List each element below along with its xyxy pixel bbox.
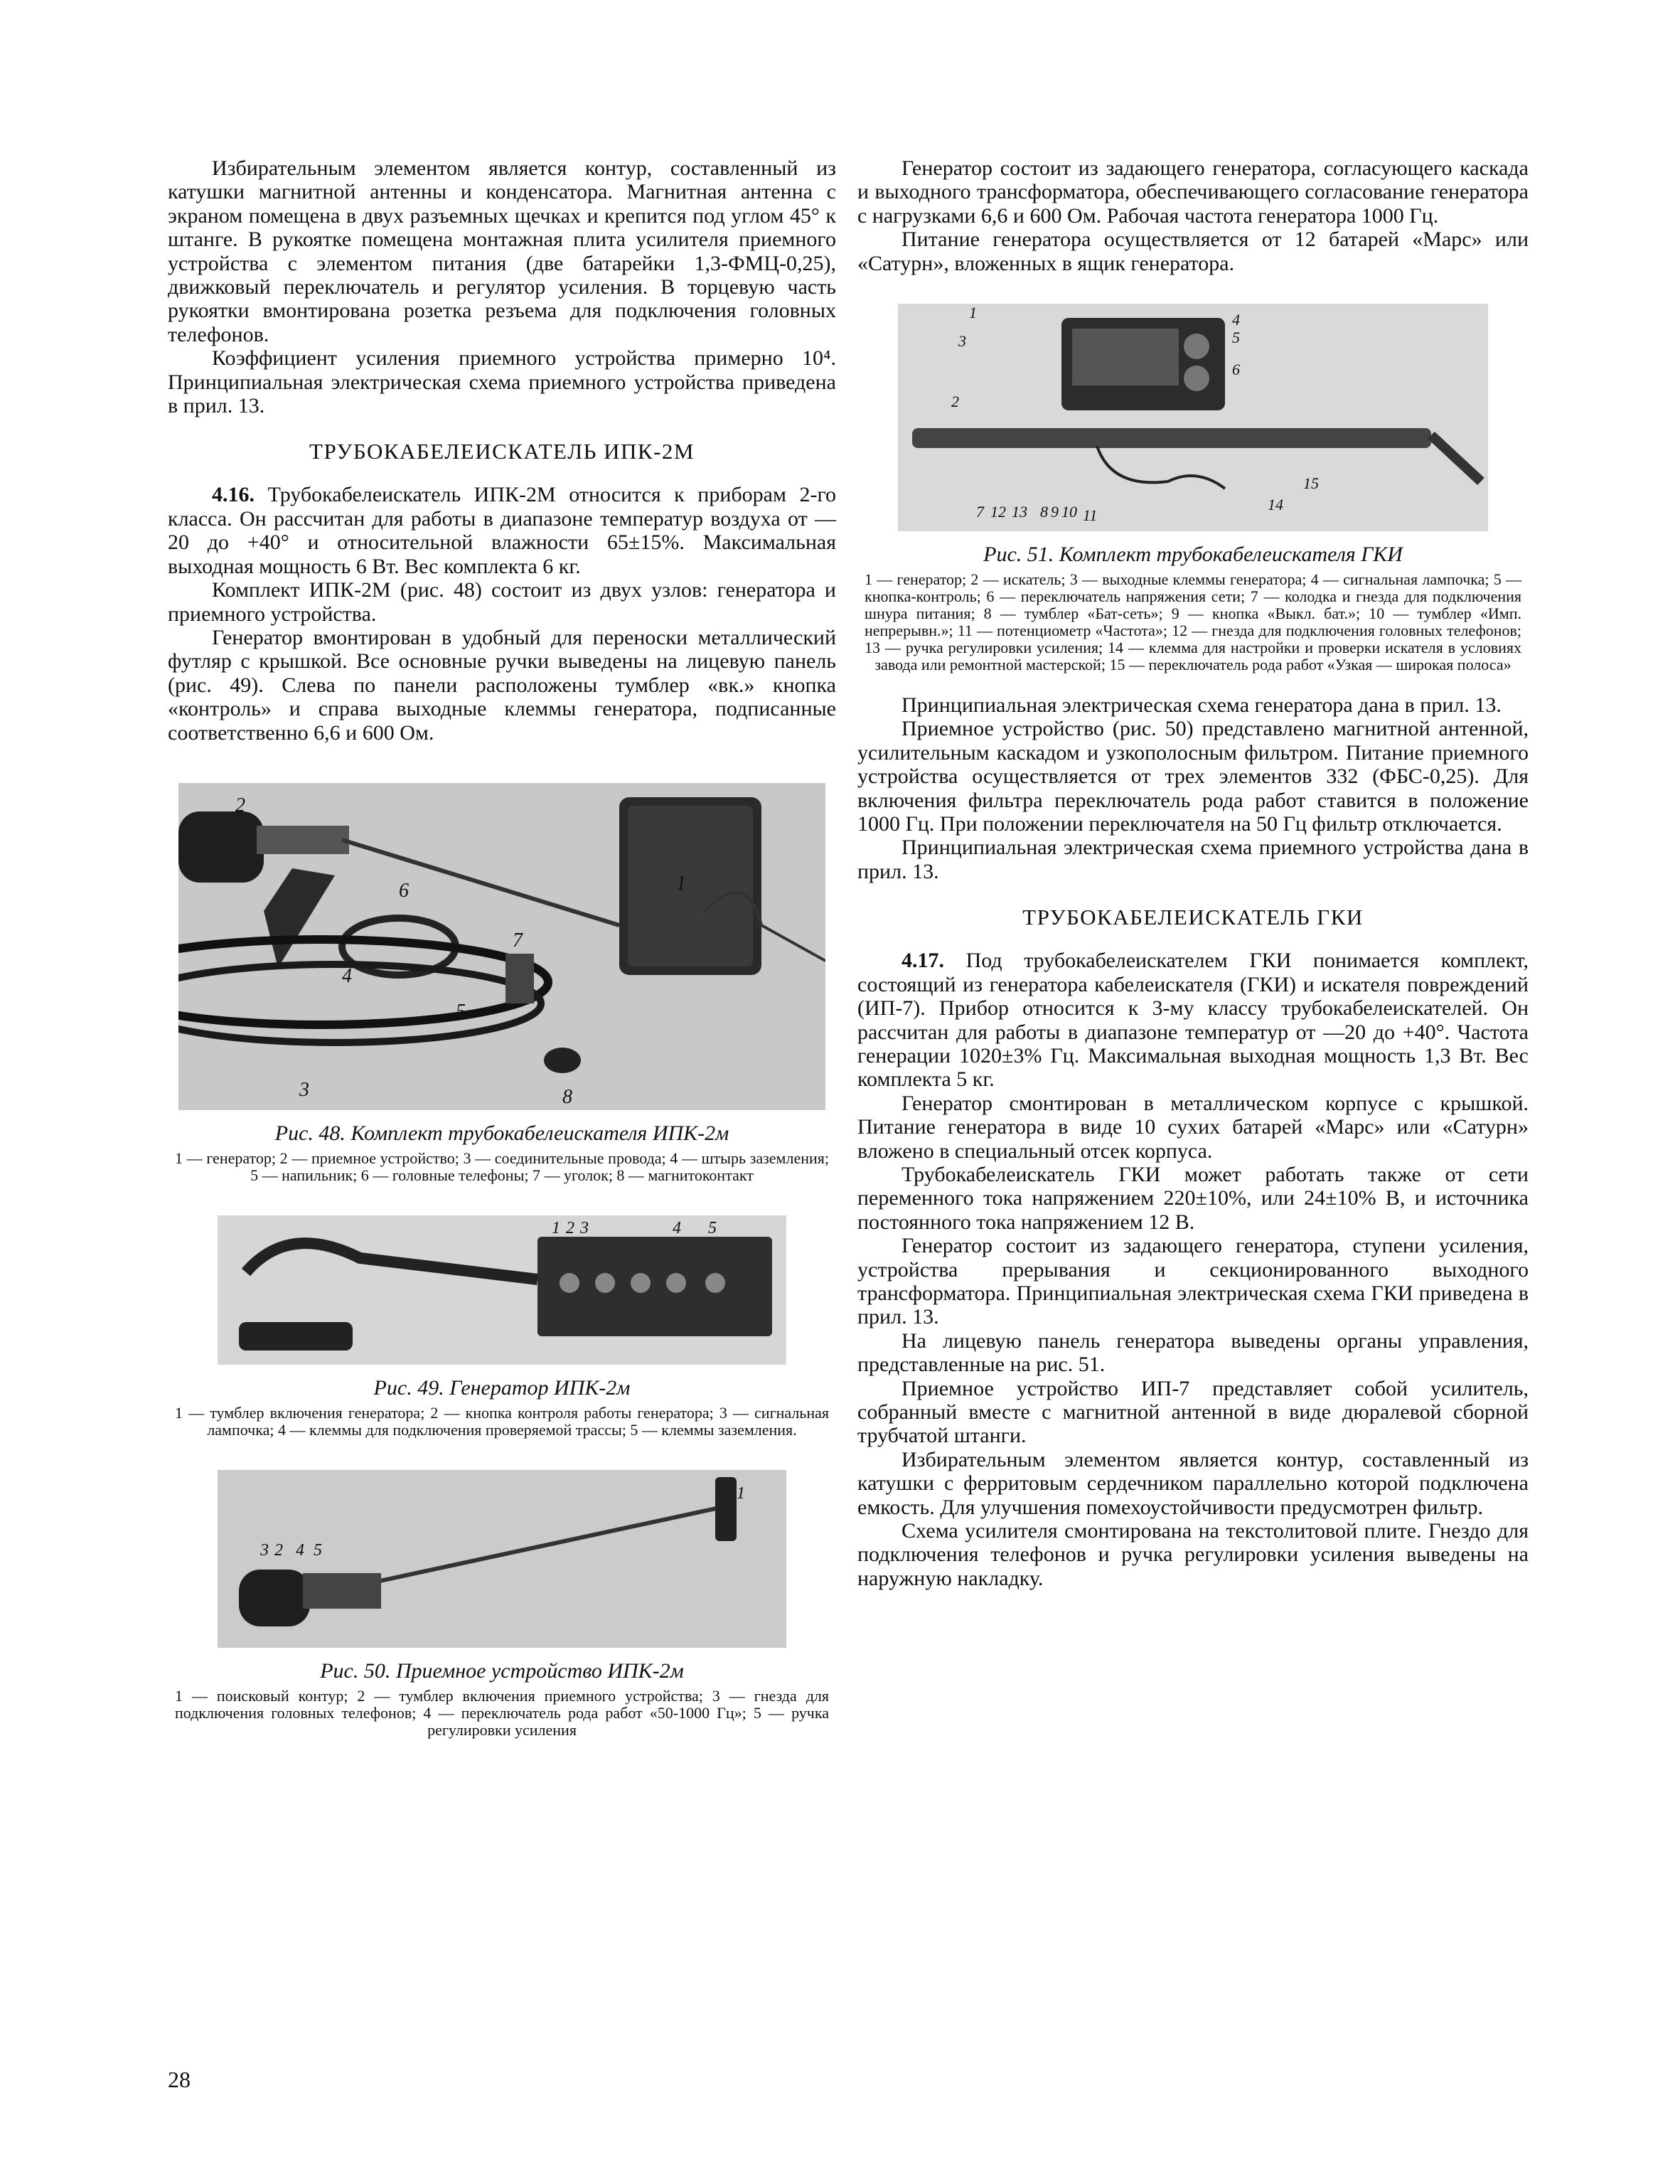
paragraph: Схема усилителя смонтирована на текстолитовой плите. Гнездо для подключения телефонов и ручка регулировки усиления выведены на наружную накладку. — [857, 1519, 1529, 1590]
figure-label: 5 — [1232, 329, 1240, 347]
clause-number: 4.16. — [212, 483, 255, 507]
figure-label: 5 — [456, 1000, 466, 1023]
paragraph: Принципиальная электрическая схема приемного устройства дана в прил. 13. — [857, 836, 1529, 883]
paragraph: Комплект ИПК-2М (рис. 48) состоит из двух узлов: генератора и приемного устройства. — [168, 578, 836, 626]
figure-50-photo — [218, 1470, 786, 1648]
figure-label: 7 — [976, 503, 984, 521]
figure-label: 6 — [399, 879, 409, 902]
paragraph: Избирательным элементом является контур, составленный из катушки магнитной антенны и конденсатора. Магнитная антенна с экраном помещена в двух разъемных щечках и крепится под углом 45° к штанге. В рукоятке помещена монтажная плита усилителя приемного устройства с элементом питания (две батарейки 1,3-ФМЦ-0,25), движковый переключатель и регулятор усиления. В торцевую часть рукоятки вмонтирована розетка резъема для подключения головных телефонов. — [168, 156, 836, 346]
figure-label: 4 — [1232, 311, 1240, 329]
figure-label: 6 — [1232, 361, 1240, 379]
figure-label: 5 — [708, 1218, 717, 1237]
figure-label: 15 — [1303, 474, 1319, 493]
section-heading: ТРУБОКАБЕЛЕИСКАТЕЛЬ ГКИ — [1022, 905, 1364, 930]
figure-label: 10 — [1061, 503, 1077, 521]
figure-label: 8 — [1040, 503, 1048, 521]
figure-label: 2 — [274, 1540, 283, 1560]
paragraph: Избирательным элементом является контур, составленный из катушки с ферритовым сердечником параллельно которой подключена емкость. Для улучшения помехоустойчивости предусмотрен фильтр. — [857, 1447, 1529, 1519]
paragraph: Генератор вмонтирован в удобный для переноски металлический футляр с крышкой. Все основные ручки выведены на лицевую панель (рис. 49). Слева по панели расположены тумблер «вк.» кнопка «контроль» и справа выходные клеммы генератора, подписанные соответственно 6,6 и 600 Ом. — [168, 625, 836, 745]
paragraph-text: Трубокабелеискатель ИПК-2М относится к приборам 2-го класса. Он рассчитан для работы в диапазоне температур воздуха от —20 до +40° и относительной влажности 65±15%. Максимальная выходная мощность 6 Вт. Вес комплекта 6 кг. — [168, 483, 836, 578]
paragraph: Приемное устройство ИП-7 представляет собой усилитель, собранный вместе с магнитной антенной в виде дюралевой сборной трубчатой штанги. — [857, 1376, 1529, 1448]
figure-label: 8 — [562, 1085, 572, 1108]
section-heading: ТРУБОКАБЕЛЕИСКАТЕЛЬ ИПК-2М — [309, 439, 695, 464]
figure-51-legend: 1 — генератор; 2 — искатель; 3 — выходные клеммы генератора; 4 — сигнальная лампочка; 5 — кнопка-контроль; 6 — переключатель напряжения сети; 7 — колодка и гнезда для подключения шнура питания; 8 — тумблер «Бат-сеть»; 9 — кнопка «Выкл. бат.»; 10 — тумблер «Имп. непрерывн.»; 11 — потенциометр «Частота»; 12 — гнезда для подключения головных телефонов; 13 — ручка регулировки усиления; 14 — клемма для настройки и проверки искателя в условиях завода или ремонтной мастерской; 15 — переключатель рода работ «Узкая — широкая полоса» — [865, 570, 1521, 674]
figure-50-caption: Рис. 50. Приемное устройство ИПК-2м — [320, 1658, 684, 1683]
figure-48-caption: Рис. 48. Комплект трубокабелеискателя ИПК-2м — [274, 1121, 729, 1145]
figure-label: 1 — [552, 1218, 560, 1237]
figure-label: 11 — [1083, 506, 1098, 525]
figure-label: 14 — [1268, 496, 1283, 514]
figure-label: 3 — [299, 1078, 309, 1101]
paragraph: Приемное устройство (рис. 50) представлено магнитной антенной, усилительным каскадом и узкополосным фильтром. Питание приемного устройства осуществляется от трех элементов 332 (ФБС-0,25). Для включения фильтра переключатель рода работ ставится в положение 1000 Гц. При положении переключателя на 50 Гц фильтр отключается. — [857, 717, 1529, 836]
paragraph: Генератор состоит из задающего генератора, согласующего каскада и выходного трансформатора, обеспечивающего согласование генератора с нагрузками 6,6 и 600 Ом. Рабочая частота генератора 1000 Гц. — [857, 156, 1529, 228]
figure-49-photo — [218, 1215, 786, 1365]
paragraph-text: Под трубокабелеискателем ГКИ понимается комплект, состоящий из генератора кабелеискателя (ГКИ) и искателя повреждений (ИП-7). Прибор относится к 3-му классу трубокабелеискателей. Он рассчитан для работы в диапазоне температур от —20 до +40°. Частота генерации 1020±3% Гц. Максимальная выходная мощность 1,3 Вт. Вес комплекта 5 кг. — [857, 949, 1529, 1092]
paragraph: Генератор состоит из задающего генератора, ступени усиления, устройства прерывания и секционированного выходного трансформатора. Принципиальная электрическая схема ГКИ приведена в прил. 13. — [857, 1234, 1529, 1329]
figure-label: 12 — [990, 503, 1006, 521]
figure-label: 1 — [737, 1483, 745, 1503]
figure-label: 9 — [1051, 503, 1059, 521]
figure-label: 3 — [958, 332, 966, 351]
figure-51-caption: Рис. 51. Комплект трубокабелеискателя ГКИ — [983, 543, 1403, 567]
figure-49-caption: Рис. 49. Генератор ИПК-2м — [373, 1375, 631, 1400]
figure-48-legend: 1 — генератор; 2 — приемное устройство; 3 — соединительные провода; 4 — штырь заземления; 5 — напильник; 6 — головные телефоны; 7 — уголок; 8 — магнитоконтакт — [175, 1149, 829, 1184]
figure-48-photo — [178, 783, 825, 1110]
paragraph: На лицевую панель генератора выведены органы управления, представленные на рис. 51. — [857, 1328, 1529, 1377]
figure-label: 2 — [235, 794, 245, 816]
figure-label: 3 — [260, 1540, 269, 1560]
paragraph — [857, 949, 1529, 1091]
paragraph: Коэффициент усиления приемного устройства примерно 10⁴. Принципиальная электрическая схема приемного устройства приведена в прил. 13. — [168, 346, 836, 418]
paragraph: Трубокабелеискатель ГКИ может работать также от сети переменного тока напряжением 220±10%, или 24±10% В, и источника постоянного тока напряжением 12 В. — [857, 1162, 1529, 1234]
figure-label: 2 — [566, 1218, 574, 1237]
figure-label: 4 — [673, 1218, 681, 1237]
paragraph: Питание генератора осуществляется от 12 батарей «Марс» или «Сатурн», вложенных в ящик генератора. — [857, 228, 1529, 275]
right-column — [857, 156, 1529, 1590]
paragraph: Генератор смонтирован в металлическом корпусе с крышкой. Питание генератора в виде 10 сухих батарей «Марс» или «Сатурн» вложено в специальный отсек корпуса. — [857, 1091, 1529, 1163]
figure-label: 7 — [513, 929, 523, 952]
figure-51-photo — [898, 304, 1488, 531]
figure-label: 13 — [1012, 503, 1027, 521]
figure-49-legend: 1 — тумблер включения генератора; 2 — кнопка контроля работы генератора; 3 — сигнальная лампочка; 4 — клеммы для подключения проверяемой трассы; 5 — клеммы заземления. — [175, 1403, 829, 1439]
paragraph — [168, 483, 836, 578]
figure-label: 5 — [314, 1540, 322, 1560]
clause-number: 4.17. — [901, 949, 944, 973]
figure-label: 2 — [951, 393, 959, 411]
figure-label: 1 — [969, 304, 977, 322]
paragraph: Принципиальная электрическая схема генератора дана в прил. 13. — [901, 693, 1502, 718]
left-column — [168, 156, 836, 1739]
figure-label: 4 — [342, 964, 352, 987]
figure-label: 4 — [296, 1540, 304, 1560]
figure-label: 1 — [676, 872, 686, 895]
figure-label: 3 — [580, 1218, 589, 1237]
page-number: 28 — [168, 2067, 191, 2092]
figure-50-legend: 1 — поисковый контур; 2 — тумблер включения приемного устройства; 3 — гнезда для подключения головных телефонов; 4 — переключатель рода работ «50-1000 Гц»; 5 — ручка регулировки усиления — [175, 1686, 829, 1739]
